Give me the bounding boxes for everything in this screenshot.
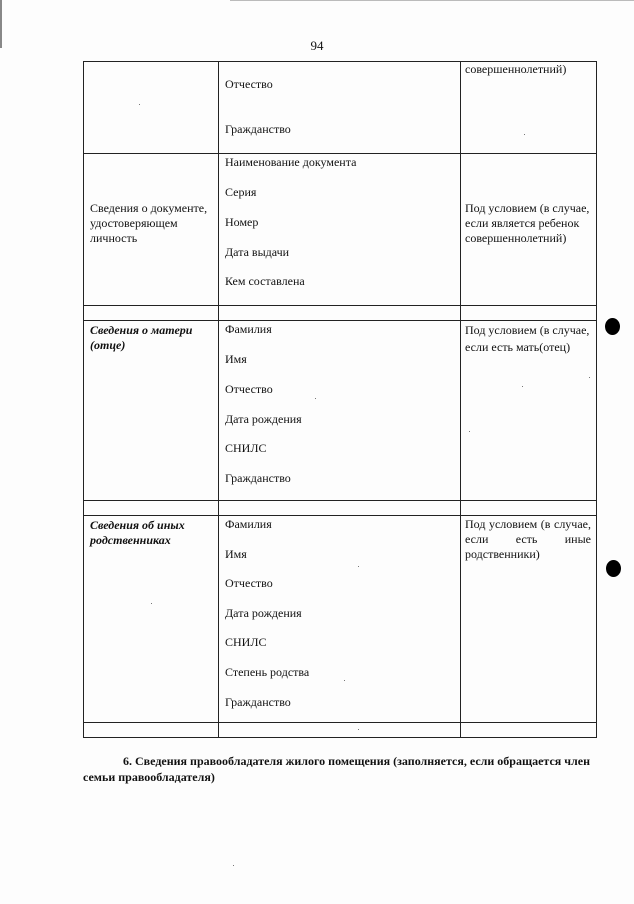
- condition-cell: [460, 62, 596, 153]
- scan-speck: [589, 377, 590, 378]
- scan-speck: [358, 566, 359, 567]
- scan-speck: [524, 134, 525, 135]
- field-label: Дата рождения: [225, 412, 302, 426]
- punch-hole-mark: [605, 318, 620, 335]
- condition-text: Под условием (в случае, если есть иные родственники): [465, 517, 591, 561]
- table-row: [84, 154, 596, 306]
- scan-speck: [315, 398, 316, 399]
- empty-cell: [218, 306, 460, 320]
- empty-cell: [84, 306, 218, 320]
- scan-speck: [344, 680, 345, 681]
- empty-cell: [218, 723, 460, 737]
- table-row: [84, 321, 596, 501]
- empty-cell: [84, 723, 218, 737]
- condition-cell: [460, 154, 596, 305]
- scan-speck: [358, 729, 359, 730]
- table-row: [84, 62, 596, 154]
- condition-text: Под условием (в случае, если является ребенок совершеннолетний): [465, 201, 590, 245]
- empty-table-row: [84, 723, 596, 738]
- field-label: Степень родства: [225, 665, 310, 679]
- row-heading-cell: [84, 62, 218, 153]
- field-label: Дата выдачи: [225, 245, 290, 259]
- table-row: [84, 516, 596, 723]
- field-label: Кем составлена: [225, 274, 305, 288]
- row-heading-cell: [84, 321, 218, 500]
- empty-cell: [84, 501, 218, 515]
- section-heading: 6. Сведения правообладателя жилого помещения (заполняется, если обращается член семьи правообладателя): [83, 754, 591, 784]
- field-label: Фамилия: [225, 517, 272, 531]
- scan-edge-top: [230, 0, 634, 1]
- condition-cell: [460, 321, 596, 500]
- field-label: Отчество: [225, 77, 273, 91]
- empty-cell: [460, 723, 596, 737]
- field-label: Имя: [225, 352, 247, 366]
- scan-speck: [151, 603, 152, 604]
- punch-hole-mark: [606, 560, 621, 577]
- field-label: Серия: [225, 185, 257, 199]
- condition-text: Под условием (в случае, если есть мать(отец): [465, 323, 590, 354]
- row-heading: Сведения об иных родственниках: [90, 518, 185, 547]
- field-label: Гражданство: [225, 471, 291, 485]
- empty-cell: [460, 501, 596, 515]
- scan-speck: [522, 386, 523, 387]
- row-heading: Сведения о документе, удостоверяющем личность: [90, 201, 208, 245]
- field-label: Отчество: [225, 382, 273, 396]
- field-label: Гражданство: [225, 122, 291, 136]
- empty-table-row: [84, 306, 596, 321]
- row-heading-cell: [84, 154, 218, 305]
- row-heading: Сведения о матери (отце): [90, 323, 193, 352]
- field-label: СНИЛС: [225, 441, 267, 455]
- empty-cell: [460, 306, 596, 320]
- scan-speck: [469, 431, 470, 432]
- field-label: Дата рождения: [225, 606, 302, 620]
- field-label: СНИЛС: [225, 635, 267, 649]
- fields-cell: [218, 321, 460, 500]
- row-heading-cell: [84, 516, 218, 722]
- condition-cell: [460, 516, 596, 722]
- field-label: Отчество: [225, 576, 273, 590]
- scan-speck: [233, 865, 234, 866]
- field-label: Номер: [225, 215, 259, 229]
- field-label: Фамилия: [225, 322, 272, 336]
- empty-table-row: [84, 501, 596, 516]
- field-label: Имя: [225, 547, 247, 561]
- empty-cell: [218, 501, 460, 515]
- fields-cell: [218, 62, 460, 153]
- form-table: [83, 61, 597, 738]
- scan-speck: [139, 104, 140, 105]
- field-label: Наименование документа: [225, 155, 357, 169]
- field-label: Гражданство: [225, 695, 291, 709]
- fields-cell: [218, 516, 460, 722]
- condition-text: совершеннолетний): [465, 62, 567, 76]
- fields-cell: [218, 154, 460, 305]
- page-number: 94: [310, 38, 324, 53]
